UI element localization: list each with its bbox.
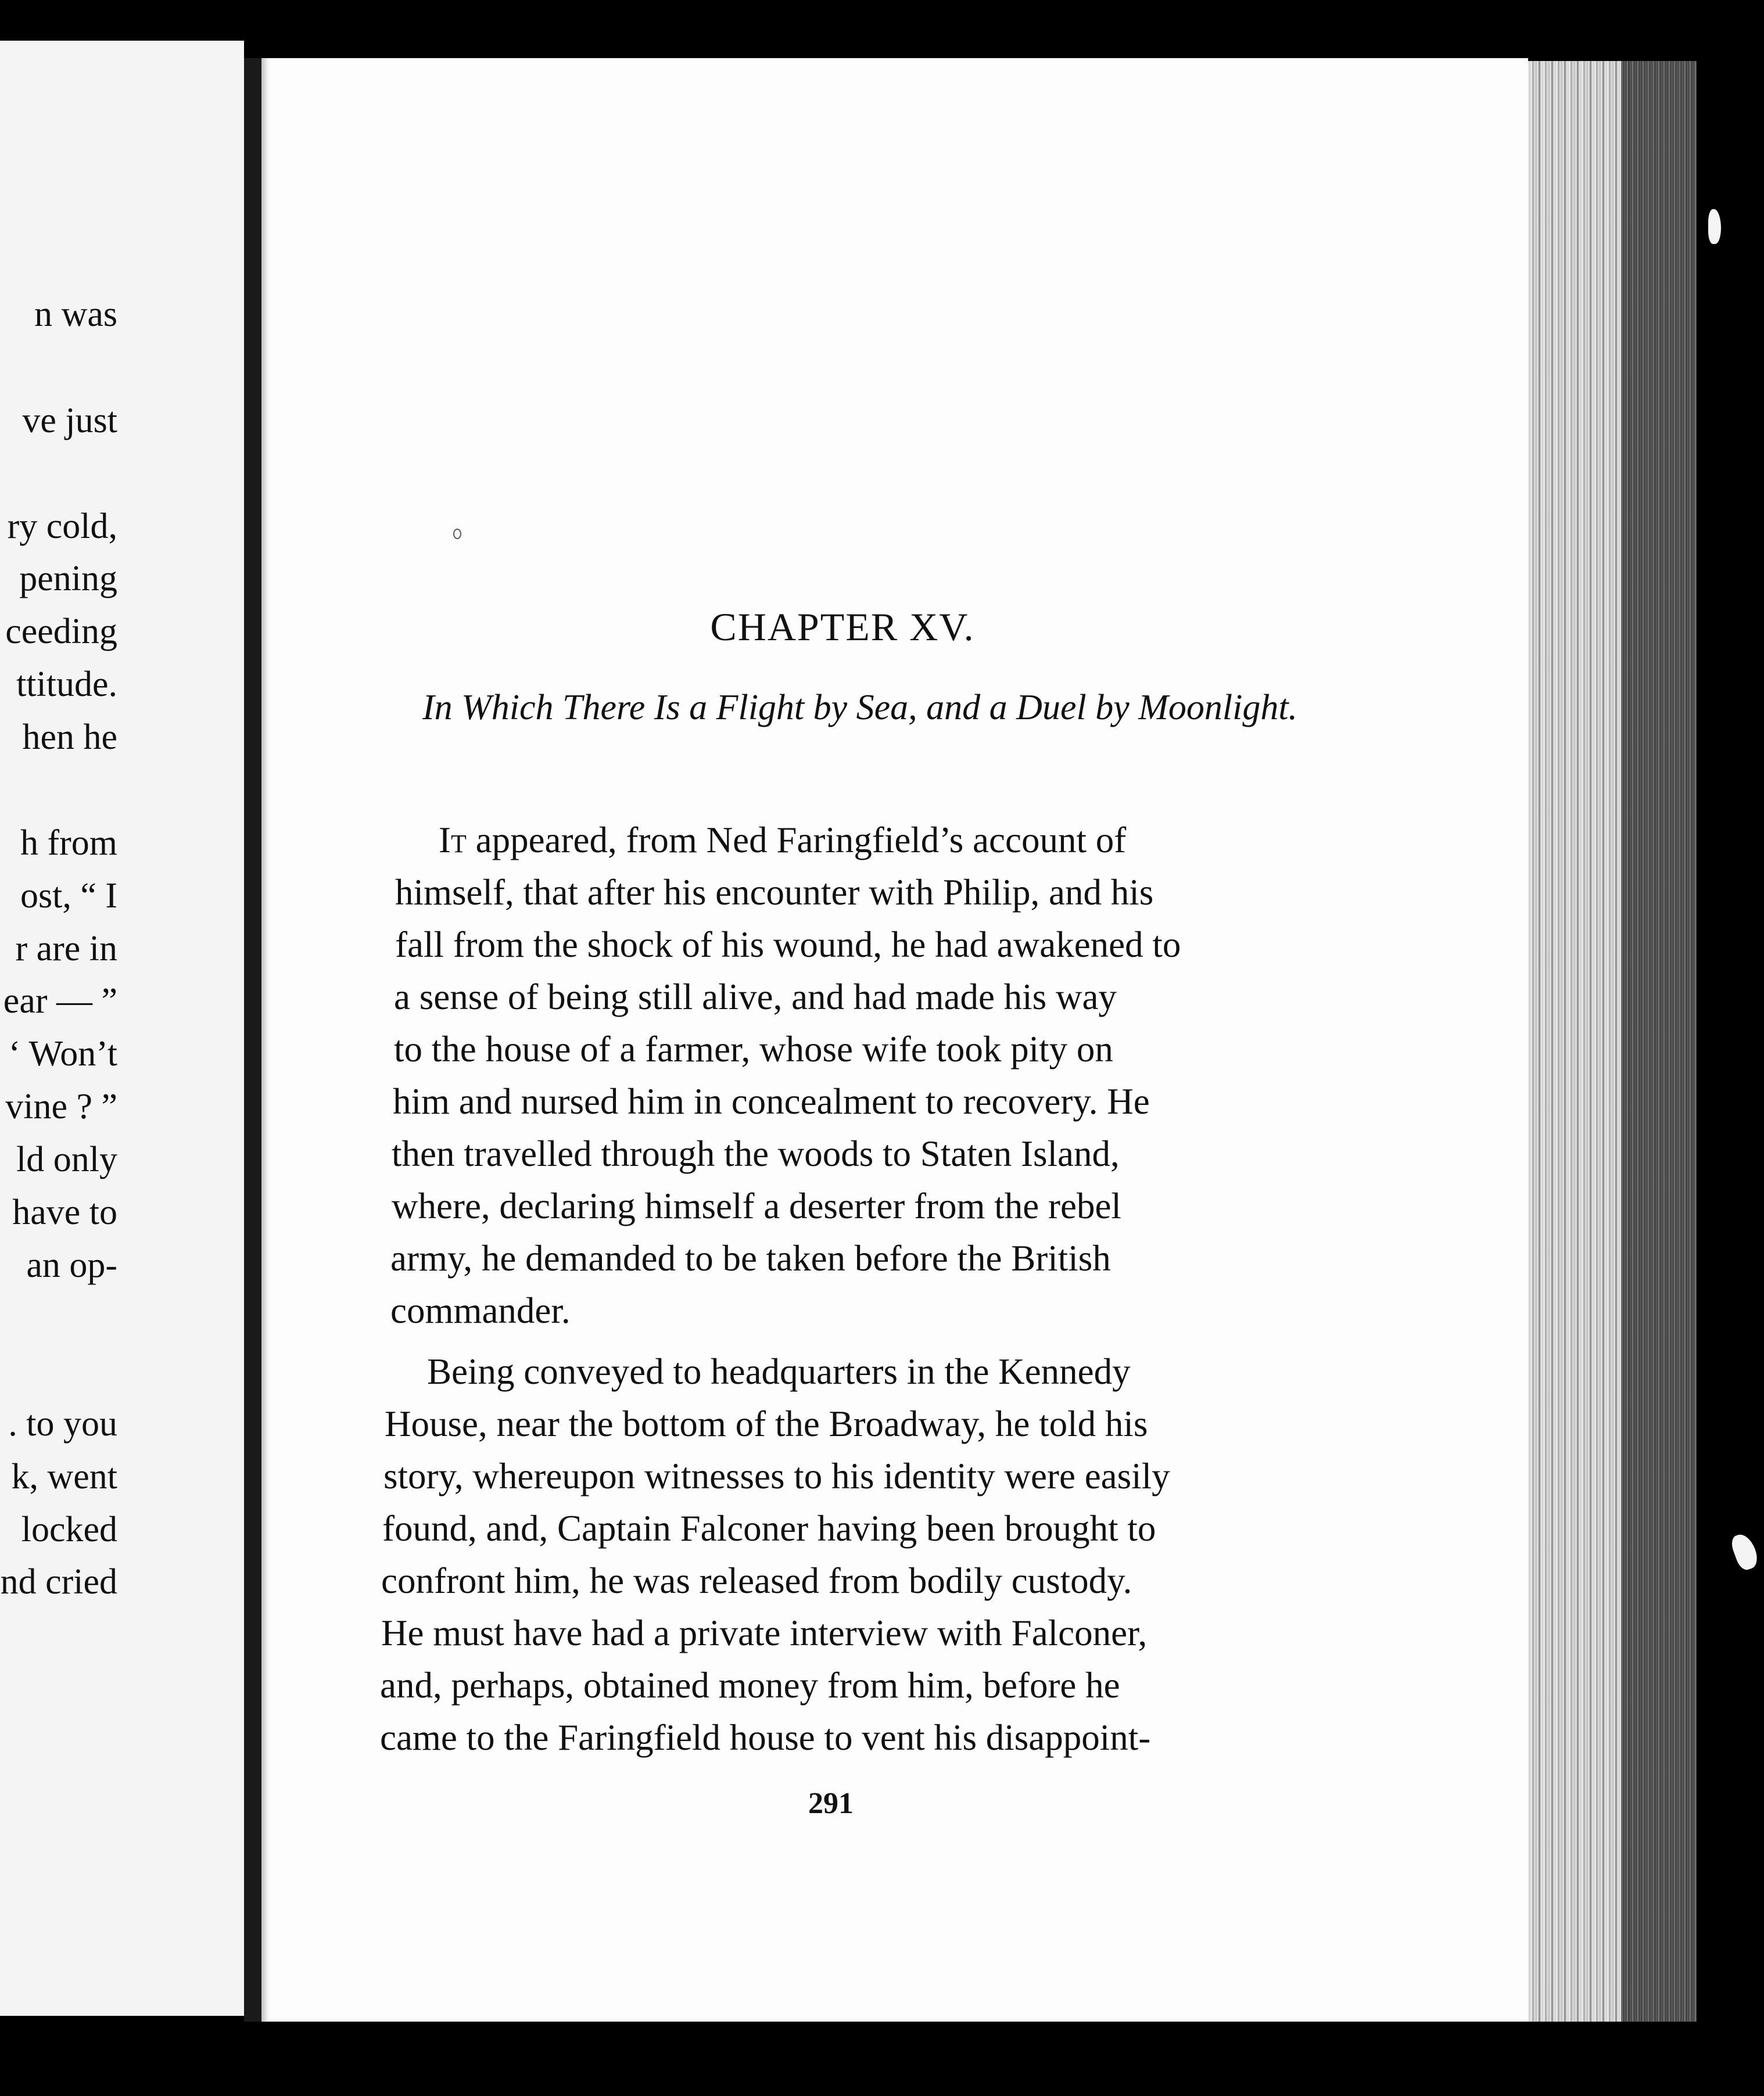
text-line: have to (12, 1193, 117, 1232)
body-line: himself, that after his encounter with Philip, and his (395, 872, 1154, 913)
body-line: Being conveyed to headquarters in the Kennedy (427, 1351, 1131, 1392)
text-line: ry cold, (7, 507, 117, 546)
body-line: and, perhaps, obtained money from him, before he (380, 1665, 1120, 1706)
drop-word: It (439, 820, 467, 860)
body-line: a sense of being still alive, and had made his way (394, 977, 1117, 1017)
chapter-subtitle: In Which There Is a Flight by Sea, and a Duel by Moonlight. (422, 688, 1298, 727)
text-line: n was (34, 295, 117, 334)
text-line: ost, “ I (20, 876, 117, 916)
body-line: fall from the shock of his wound, he had awakened to (395, 924, 1181, 965)
body-line: House, near the bottom of the Broadway, he told his (385, 1404, 1148, 1444)
body-line: army, he demanded to be taken before the British (390, 1238, 1111, 1279)
text-line: nd cried (0, 1562, 117, 1602)
body-line: It appeared, from Ned Faringfield’s account of (439, 820, 1127, 860)
paper-speck (1708, 209, 1721, 244)
text-line: ttitude. (16, 665, 117, 704)
body-line: He must have had a private interview with Falconer, (381, 1613, 1148, 1653)
paper-speck (1729, 1531, 1761, 1573)
text-line: r are in (15, 929, 117, 968)
text-line: ear — ” (3, 981, 117, 1021)
text-line: ld only (16, 1140, 117, 1179)
body-line: him and nursed him in concealment to recovery. He (393, 1081, 1150, 1122)
body-line: where, declaring himself a deserter from the rebel (392, 1186, 1121, 1226)
text-line: h from (20, 823, 117, 863)
chapter-heading: CHAPTER XV. (710, 605, 975, 649)
text-line: hen he (22, 717, 117, 757)
page-number: 291 (808, 1787, 854, 1820)
text-line: . to you (8, 1404, 117, 1444)
text-line: ve just (22, 401, 117, 440)
body-line: confront him, he was released from bodily custody. (381, 1560, 1132, 1601)
text-line: ceeding (5, 612, 117, 651)
ink-mark (453, 529, 461, 539)
text-line: ‘ Won’t (8, 1034, 117, 1074)
body-line: came to the Faringfield house to vent his disappoint- (380, 1717, 1151, 1758)
text-line: pening (19, 559, 117, 598)
previous-page (0, 41, 244, 2016)
text-line: locked (21, 1510, 117, 1549)
page-edges (1528, 61, 1697, 2022)
body-line: found, and, Captain Falconer having been brought to (382, 1508, 1156, 1549)
body-line: commander. (390, 1290, 571, 1331)
body-line: then travelled through the woods to Staten Island, (392, 1133, 1120, 1174)
body-line: to the house of a farmer, whose wife took pity on (394, 1029, 1113, 1069)
text-line: vine ? ” (5, 1087, 117, 1126)
body-line: story, whereupon witnesses to his identity were easily (383, 1456, 1170, 1496)
text-line: k, went (11, 1457, 117, 1496)
text-line: an op- (26, 1246, 117, 1285)
